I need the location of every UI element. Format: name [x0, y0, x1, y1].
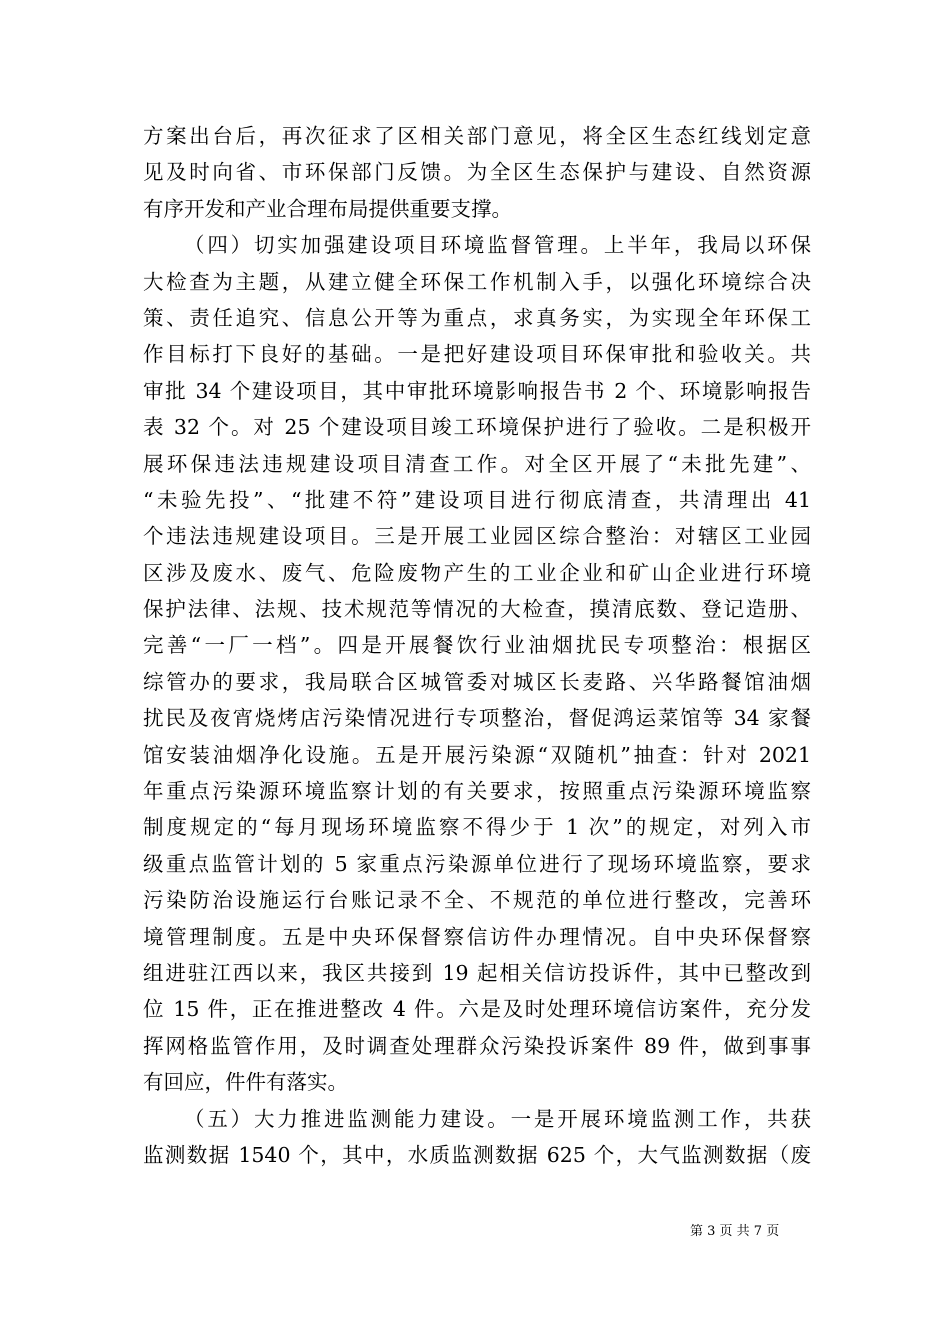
- text-line: 完善“一厂一档”。四是开展餐饮行业油烟扰民专项整治：根据区: [143, 633, 811, 658]
- text-line: 方案出台后，再次征求了区相关部门意见，将全区生态红线划定意: [143, 124, 811, 148]
- text-line: “未验先投”、“批建不符”建设项目进行彻底清查，共清理出 41: [143, 487, 811, 512]
- text-line: 保护法律、法规、技术规范等情况的大检查，摸清底数、登记造册、: [143, 597, 811, 622]
- text-line: 见及时向省、市环保部门反馈。为全区生态保护与建设、自然资源: [143, 160, 811, 185]
- text-line: 扰民及夜宵烧烤店污染情况进行专项整治，督促鸿运菜馆等 34 家餐: [143, 706, 811, 731]
- text-line: 作目标打下良好的基础。一是把好建设项目环保审批和验收关。共: [143, 342, 811, 367]
- text-line: 策、责任追究、信息公开等为重点，求真务实，为实现全年环保工: [143, 305, 811, 330]
- paragraph: [143, 118, 811, 227]
- text-line: 制度规定的“每月现场环境监察不得少于 1 次”的规定，对列入市: [143, 815, 811, 840]
- text-line: 年重点污染源环境监察计划的有关要求，按照重点污染源环境监察: [143, 779, 811, 804]
- text-line: 组进驻江西以来，我区共接到 19 起相关信访投诉件，其中已整改到: [143, 960, 811, 985]
- text-line: 馆安装油烟净化设施。五是开展污染源“双随机”抽查：针对 2021: [143, 742, 811, 767]
- text-line: 表 32 个。对 25 个建设项目竣工环境保护进行了验收。二是积极开: [143, 415, 811, 440]
- text-line: 有回应，件件有落实。: [143, 1070, 348, 1095]
- text-line: （五）大力推进监测能力建设。一是开展环境监测工作，共获: [184, 1106, 811, 1131]
- text-line: 综管办的要求，我局联合区城管委对城区长麦路、兴华路餐馆油烟: [143, 669, 811, 694]
- text-line: 挥网格监管作用，及时调查处理群众污染投诉案件 89 件，做到事事: [143, 1033, 811, 1058]
- text-line: 展环保违法违规建设项目清查工作。对全区开展了“未批先建”、: [143, 451, 811, 476]
- text-line: 位 15 件，正在推进整改 4 件。六是及时处理环境信访案件，充分发: [143, 997, 811, 1022]
- text-line: 区涉及废水、废气、危险废物产生的工业企业和矿山企业进行环境: [143, 560, 811, 585]
- text-line: 级重点监管计划的 5 家重点污染源单位进行了现场环境监察，要求: [143, 851, 811, 876]
- document-body: [143, 118, 811, 1173]
- paragraph: [143, 1101, 811, 1174]
- text-line: 有序开发和产业合理布局提供重要支撑。: [143, 196, 512, 221]
- text-line: 监测数据 1540 个，其中，水质监测数据 625 个，大气监测数据（废: [143, 1142, 811, 1167]
- text-line: 境管理制度。五是中央环保督察信访件办理情况。自中央环保督察: [143, 924, 811, 949]
- text-line: 个违法违规建设项目。三是开展工业园区综合整治：对辖区工业园: [143, 524, 811, 549]
- paragraph: [143, 227, 811, 1100]
- text-line: （四）切实加强建设项目环境监督管理。上半年，我局以环保: [184, 233, 811, 258]
- page-number: 第 3 页 共 7 页: [690, 1224, 780, 1239]
- text-line: 审批 34 个建设项目，其中审批环境影响报告书 2 个、环境影响报告: [143, 378, 811, 403]
- text-line: 污染防治设施运行台账记录不全、不规范的单位进行整改，完善环: [143, 888, 811, 913]
- text-line: 大检查为主题，从建立健全环保工作机制入手，以强化环境综合决: [143, 269, 811, 294]
